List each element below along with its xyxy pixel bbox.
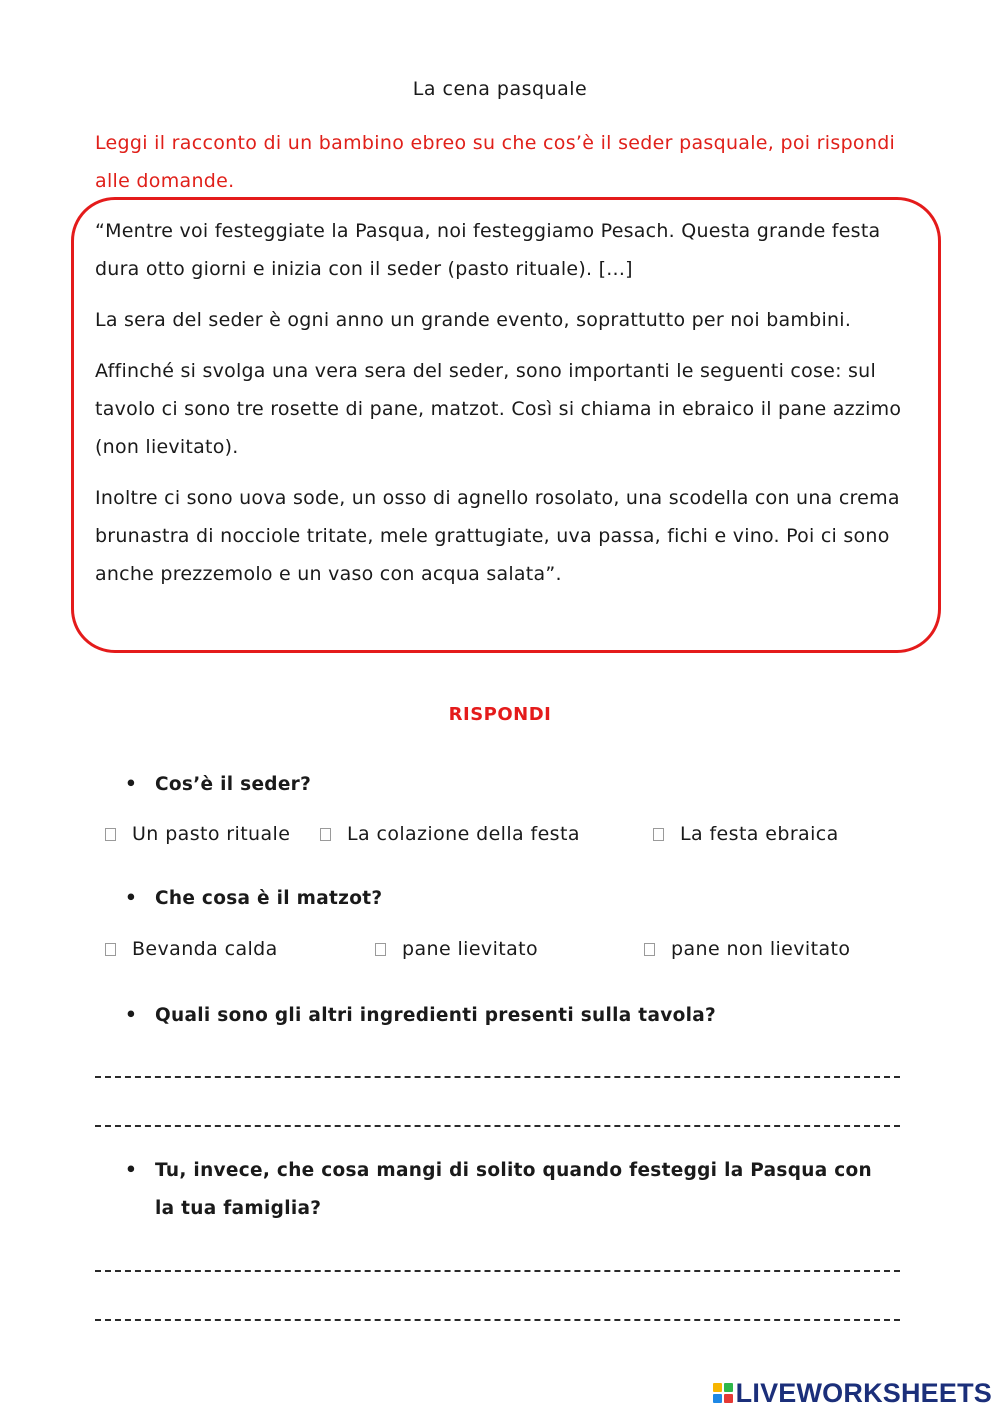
story-paragraph-2: La sera del seder è ogni anno un grande evento, soprattutto per noi bambini. xyxy=(95,309,852,331)
q1-option-1-label: Un pasto rituale xyxy=(132,823,291,845)
question-2 xyxy=(125,880,915,918)
q1-option-3[interactable] xyxy=(653,823,839,845)
story-text xyxy=(95,212,925,606)
logo-text: LIVEWORKSHEETS xyxy=(735,1377,992,1408)
bullet-icon: • xyxy=(125,1005,138,1026)
question-1-text: Cos’è il seder? xyxy=(155,774,312,795)
logo-square-1 xyxy=(713,1383,722,1392)
question-4-text: Tu, invece, che cosa mangi di solito quando festeggi la Pasqua con la tua famiglia? xyxy=(155,1160,872,1219)
story-paragraph-4: Inoltre ci sono uova sode, un osso di agnello rosolato, una scodella con una crema brunastra di nocciole tritate, mele grattugiate, uva passa, fichi e vino. Poi ci sono anche prezzemolo e un vaso con acqua salata”. xyxy=(95,487,900,585)
q2-option-3-label: pane non lievitato xyxy=(671,938,851,960)
page-title: La cena pasquale xyxy=(412,78,588,100)
bullet-icon: • xyxy=(125,774,138,795)
q1-option-3-label: La festa ebraica xyxy=(680,823,839,845)
q2-option-2-label: pane lievitato xyxy=(402,938,539,960)
checkbox-icon[interactable] xyxy=(105,828,116,841)
checkbox-icon[interactable] xyxy=(644,943,655,956)
bullet-icon: • xyxy=(125,1160,138,1181)
q2-option-2[interactable] xyxy=(375,938,538,960)
story-paragraph-3: Affinché si svolga una vera sera del seder, sono importanti le seguenti cose: sul tavolo ci sono tre rosette di pane, matzot. Così si chiama in ebraico il pane azzimo (non lievitato). xyxy=(95,360,902,458)
answer-line-4a[interactable] xyxy=(95,1270,900,1272)
liveworksheets-logo[interactable] xyxy=(713,1378,992,1408)
bullet-icon: • xyxy=(125,888,138,909)
question-4 xyxy=(125,1152,895,1228)
instructions-text: Leggi il racconto di un bambino ebreo su che cos’è il seder pasquale, poi rispondi alle domande. xyxy=(95,132,896,192)
answer-line-3b[interactable] xyxy=(95,1125,900,1127)
q2-option-1-label: Bevanda calda xyxy=(132,938,278,960)
question-1 xyxy=(125,766,915,804)
answer-line-4b[interactable] xyxy=(95,1319,900,1321)
checkbox-icon[interactable] xyxy=(375,943,386,956)
question-2-text: Che cosa è il matzot? xyxy=(155,888,383,909)
logo-icon xyxy=(713,1383,733,1403)
checkbox-icon[interactable] xyxy=(653,828,664,841)
q1-option-2[interactable] xyxy=(320,823,580,845)
story-paragraph-1: “Mentre voi festeggiate la Pasqua, noi festeggiamo Pesach. Questa grande festa dura otto giorni e inizia con il seder (pasto rituale). [...] xyxy=(95,220,881,280)
answer-line-3a[interactable] xyxy=(95,1076,900,1078)
checkbox-icon[interactable] xyxy=(105,943,116,956)
logo-square-2 xyxy=(724,1383,733,1392)
q2-option-1[interactable] xyxy=(105,938,278,960)
q1-option-2-label: La colazione della festa xyxy=(347,823,580,845)
logo-square-3 xyxy=(713,1394,722,1403)
q2-option-3[interactable] xyxy=(644,938,850,960)
checkbox-icon[interactable] xyxy=(320,828,331,841)
section-heading: RISPONDI xyxy=(448,704,552,725)
q1-option-1[interactable] xyxy=(105,823,290,845)
logo-square-4 xyxy=(724,1394,733,1403)
question-3 xyxy=(125,997,915,1035)
question-3-text: Quali sono gli altri ingredienti presenti sulla tavola? xyxy=(155,1005,717,1026)
